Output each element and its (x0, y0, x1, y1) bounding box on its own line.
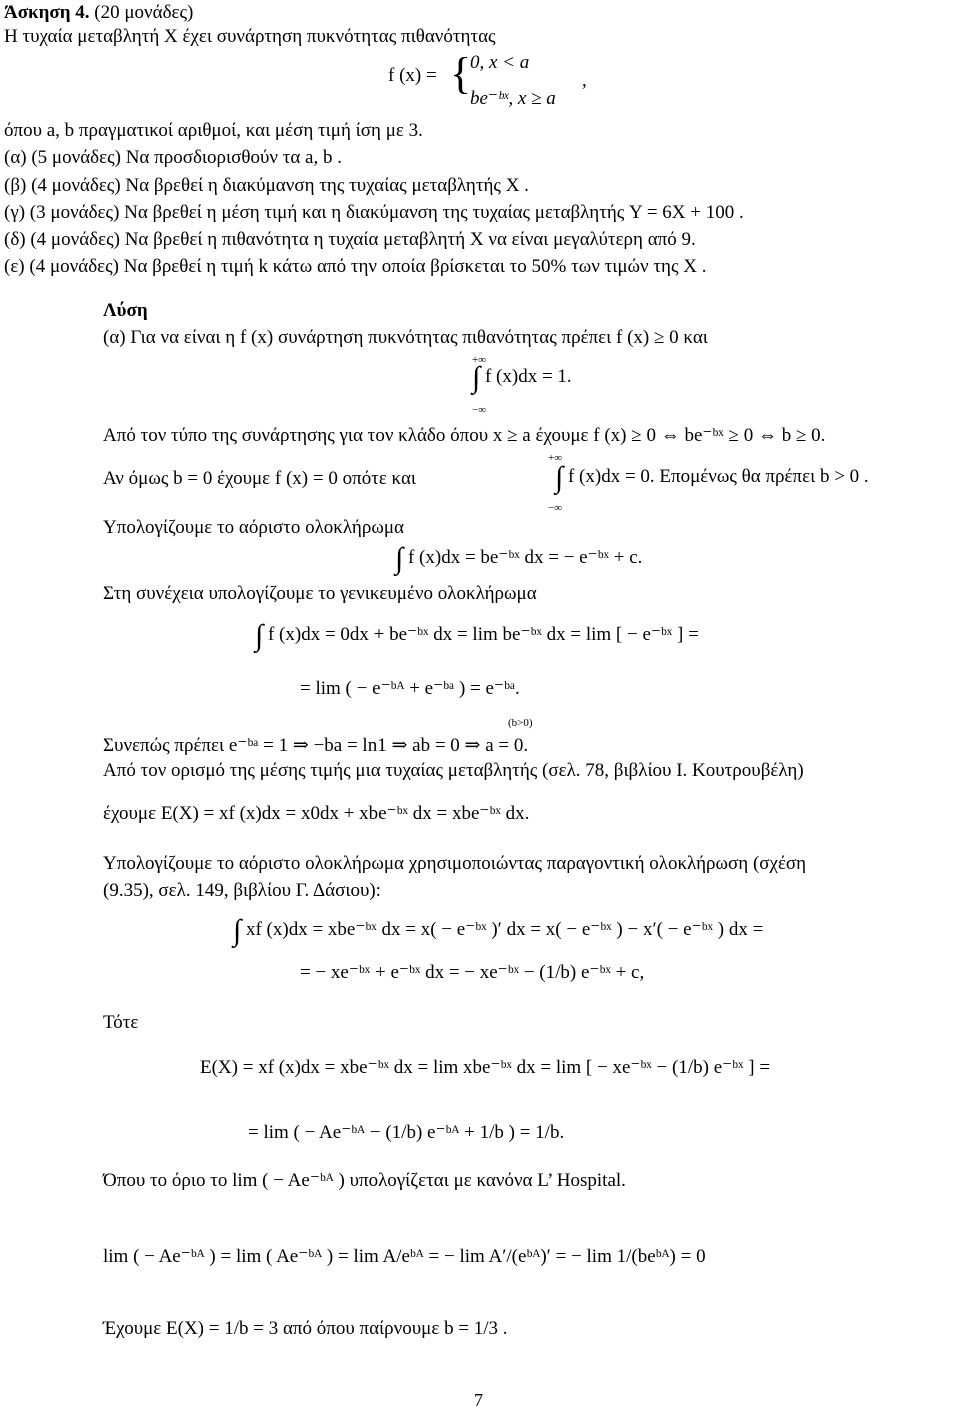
solution-line-5: Στη συνέχεια υπολογίζουμε το γενικευμένο ολοκλήρωμα (103, 583, 537, 604)
solution-line-1: (α) Για να είναι η f (x) συνάρτηση πυκνότητας πιθανότητας πρέπει f (x) ≥ 0 και (103, 327, 708, 348)
solution-line-8: έχουμε E(X) = xf (x)dx = x0dx + xbe⁻ᵇˣ dx = xbe⁻ᵇˣ dx. (103, 803, 530, 824)
part-a: (α) (5 μονάδες) Να προσδιορισθούν τα a, b . (4, 147, 342, 168)
solution-line-9: Υπολογίζουμε το αόριστο ολοκλήρωμα χρησιμοποιώντας παραγοντική ολοκλήρωση (σχέση (103, 853, 807, 874)
part-d: (δ) (4 μονάδες) Να βρεθεί η πιθανότητα η τυχαία μεταβλητή X να είναι μεγαλύτερη από 9. (4, 229, 696, 250)
int-lower-inf: −∞ (472, 404, 487, 416)
exercise-header (4, 2, 193, 24)
piecewise-comma: , (582, 70, 587, 91)
page-number: 7 (474, 1390, 483, 1410)
lhospital-limit: lim ( − Ae⁻ᵇᴬ ) = lim ( Ae⁻ᵇᴬ ) = lim A/eᵇᴬ = − lim A′/(eᵇᴬ)′ = − lim 1/(beᵇᴬ) = 0 (103, 1246, 706, 1267)
solution-line-7: Από τον ορισμό της μέσης τιμής μια τυχαίας μεταβλητής (σελ. 78, βιβλίου Ι. Κουτρουβέλη) (103, 760, 804, 781)
piecewise-lhs: f (x) = (388, 65, 437, 86)
integral-normalization: ∫ f (x)dx = 1. (472, 361, 572, 394)
parts-integration-1: ∫ xf (x)dx = xbe⁻ᵇˣ dx = x( − e⁻ᵇˣ )′ dx = x( − e⁻ᵇˣ ) − x′( − e⁻ᵇˣ ) dx = (233, 914, 764, 947)
solution-line-6: Συνεπώς πρέπει e⁻ᵇᵃ = 1 ⇒ −ba = ln1 ⇒ ab = 0 ⇒ a = 0. (103, 735, 529, 756)
int3-upper: +∞ (548, 452, 563, 464)
solution-line-15: Όπου το όριο το lim ( − Ae⁻ᵇᴬ ) υπολογίζεται με κανόνα L’ Hospital. (103, 1170, 626, 1191)
piecewise-bottom: be⁻ᵇˣ, x ≥ a (470, 88, 556, 109)
part-e: (ε) (4 μονάδες) Να βρεθεί η τιμή k κάτω από την οποία βρίσκεται το 50% των τιμών της X . (4, 256, 707, 277)
solution-line-2: Από τον τύπο της συνάρτησης για τον κλάδο όπου x ≥ a έχουμε f (x) ≥ 0 ⇔ be⁻ᵇˣ ≥ 0 ⇔ b ≥ 0. (103, 425, 826, 446)
expectation-2: = lim ( − Ae⁻ᵇᴬ − (1/b) e⁻ᵇᴬ + 1/b ) = 1/b. (248, 1122, 565, 1143)
solution-heading: Λύση (103, 300, 148, 321)
problem-intro: Η τυχαία μεταβλητή X έχει συνάρτηση πυκνότητας πιθανότητας (4, 26, 496, 47)
int3-lower: −∞ (548, 502, 563, 514)
solution-line-3b: ∫ f (x)dx = 0. Επομένως θα πρέπει b > 0 . (555, 461, 869, 494)
expectation-1: E(X) = xf (x)dx = xbe⁻ᵇˣ dx = lim xbe⁻ᵇˣ dx = lim [ − xe⁻ᵇˣ − (1/b) e⁻ᵇˣ ] = (200, 1057, 771, 1078)
integral-sign: ∫ (472, 361, 481, 394)
solution-line-10: (9.35), σελ. 149, βιβλίου Γ. Δάσιου): (103, 880, 381, 901)
improper-integral-1: ∫ f (x)dx = 0dx + be⁻ᵇˣ dx = lim be⁻ᵇˣ dx = lim [ − e⁻ᵇˣ ] = (255, 619, 699, 652)
b-positive-note: (b>0) (508, 717, 533, 729)
problem-where: όπου a, b πραγματικοί αριθμοί, και μέση τιμή ίση με 3. (4, 120, 423, 141)
part-c: (γ) (3 μονάδες) Να βρεθεί η μέση τιμή και η διακύμανση της τυχαίας μεταβλητής Y = 6X + 100 . (4, 202, 744, 223)
exercise-points: (20 μονάδες) (94, 2, 194, 23)
solution-line-17: Έχουμε E(X) = 1/b = 3 από όπου παίρνουμε b = 1/3 . (103, 1318, 508, 1339)
indefinite-integral: ∫ f (x)dx = be⁻ᵇˣ dx = − e⁻ᵇˣ + c. (395, 542, 643, 575)
solution-line-4: Υπολογίζουμε το αόριστο ολοκλήρωμα (103, 517, 404, 538)
tote-label: Τότε (103, 1012, 139, 1033)
piecewise-top: 0, x < a (470, 52, 530, 73)
piecewise-brace: { (450, 49, 472, 98)
int-upper-inf: +∞ (472, 354, 487, 366)
parts-integration-2: = − xe⁻ᵇˣ + e⁻ᵇˣ dx = − xe⁻ᵇˣ − (1/b) e⁻ᵇˣ + c, (300, 962, 645, 983)
improper-integral-2: = lim ( − e⁻ᵇᴬ + e⁻ᵇᵃ ) = e⁻ᵇᵃ. (300, 678, 520, 699)
exercise-title: Άσκηση 4. (4, 2, 90, 23)
part-b: (β) (4 μονάδες) Να βρεθεί η διακύμανση της τυχαίας μεταβλητής X . (4, 175, 529, 196)
solution-line-3a: Αν όμως b = 0 έχουμε f (x) = 0 οπότε και (103, 468, 417, 489)
